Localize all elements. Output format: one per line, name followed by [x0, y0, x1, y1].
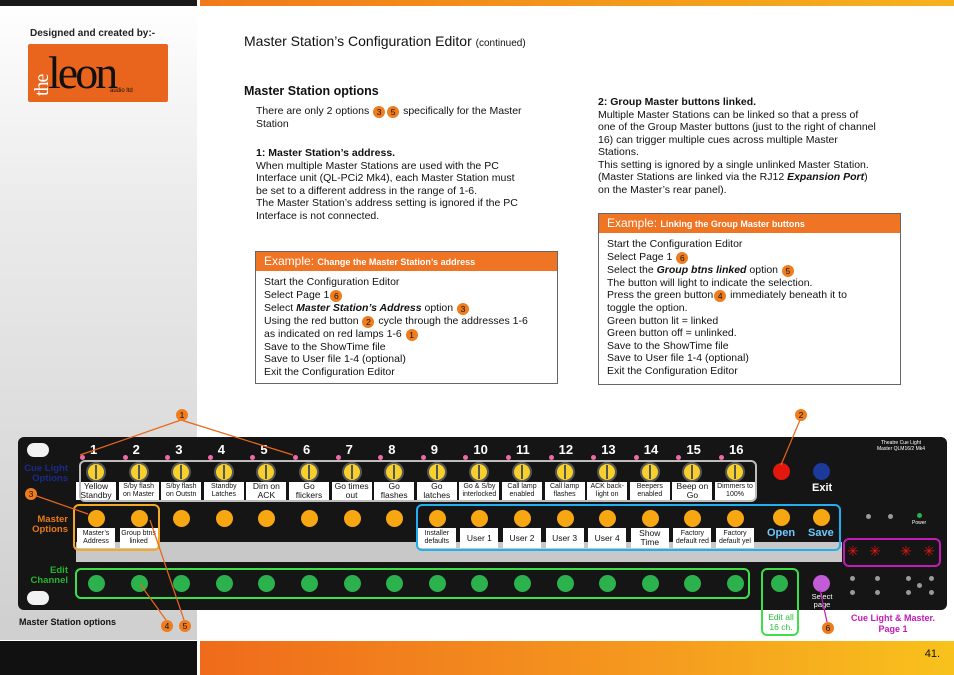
callout-1-badge: 1 — [176, 409, 188, 421]
section-title: Master Station options — [244, 84, 379, 98]
master-option-label: User 4 — [588, 528, 626, 548]
save-label: Save — [808, 527, 834, 539]
cue-option-label: Dimmers to 100% — [715, 482, 755, 500]
channel-number: 4 — [217, 442, 226, 457]
the-leon-logo: the leon audio ltd — [28, 44, 168, 102]
example-linking-box: Example: Linking the Group Master buttons Start the Configuration Editor Select Page 1 6 Select the Group btns linked option 5 The button will light to indicate the selection. Press the green button 4 immediately beneath it to toggle the option. Green button lit = linked Green button off = unlinked. Save to the ShowTime file Save to User file 1-4 (optional) Exit the Configuration Editor — [598, 213, 901, 385]
page-title: Master Station’s Configuration Editor (continued) — [244, 33, 526, 49]
callout-6-line — [820, 590, 827, 622]
channel-number: 10 — [473, 442, 488, 457]
select-page-label: Select page — [811, 592, 833, 609]
callout-2-icon: 2 — [362, 316, 374, 328]
cue-option-label: Call lamp flashes — [545, 482, 585, 500]
callout-5-icon: 5 — [387, 106, 399, 118]
edit-all-label: Edit all 16 ch. — [768, 612, 794, 632]
channel-number: 2 — [132, 442, 140, 457]
page-number: 41. — [924, 648, 940, 660]
callout-6-badge: 6 — [822, 622, 834, 634]
channel-number: 7 — [345, 442, 353, 457]
exit-label: Exit — [812, 482, 833, 494]
callout-4-badge: 4 — [161, 620, 173, 632]
cue-option-label: ACK back-light on — [587, 482, 627, 500]
channel-number: 5 — [260, 442, 268, 457]
master-option-label: Factory default red — [673, 528, 711, 548]
designed-by-text: Designed and created by:- — [30, 28, 156, 39]
callout-3-icon: 3 — [373, 106, 385, 118]
callout-3-line — [31, 494, 88, 514]
example-address-box: Example: Change the Master Station’s address Start the Configuration Editor Select Page 1 6 Select Master Station’s Address option 3 Using the red button 2 cycle through the addresses 1-6 as indicated on red lamps 1-6 1 Save to the ShowTime file Save to User file 1-4 (optional) Exit the Configuration Editor — [255, 251, 558, 384]
callout-3-icon: 3 — [457, 303, 469, 315]
callout-6-icon: 6 — [330, 290, 342, 302]
page-lamp-icon: ✳ — [869, 543, 881, 559]
master-option-label: Group btns linked — [120, 528, 158, 548]
channel-number: 8 — [388, 442, 396, 457]
cue-option-label: Go flashes — [374, 482, 414, 500]
cue-option-label: Beep on Go — [672, 482, 712, 500]
cue-option-label: S/by flash on Master — [119, 482, 159, 500]
cue-option-label: Standby Latches — [204, 482, 244, 500]
power-label: Power — [912, 520, 927, 526]
row-label-edit: Edit Channel — [30, 565, 68, 586]
example-linking-header: Example: Linking the Group Master buttons — [599, 214, 900, 233]
caption-left: Master Station options — [19, 617, 117, 627]
channel-number: 13 — [601, 442, 616, 457]
callout-2-badge: 2 — [795, 409, 807, 421]
cue-option-label: Go & S/by interlocked — [459, 482, 499, 500]
option-2-text: 2: Group Master buttons linked. Multiple Master Stations can be linked so that a press of one of the Group Master buttons (just to the right of channel 16) can trigger multiple cues across multiple Master Stations. This setting is ignored by a single unlinked Master Station. (Master Stations are linked via the RJ12 Expansion Port) on the Master’s rear panel). — [598, 96, 876, 196]
master-option-label: Show Time — [631, 528, 669, 548]
channel-number: 11 — [516, 442, 530, 457]
master-option-label: User 1 — [460, 528, 498, 548]
cue-option-label: Go latches — [417, 482, 457, 500]
page-lamp-icon: ✳ — [923, 543, 935, 559]
callout-2-line — [781, 420, 800, 465]
row-label-master: Master Options — [32, 514, 68, 535]
page-lamp-icon: ✳ — [847, 543, 859, 559]
page-lamp-icon: ✳ — [900, 543, 912, 559]
callout-4-line — [140, 584, 166, 620]
master-option-label: Installer defaults — [418, 528, 456, 548]
callout-4-icon: 4 — [714, 290, 726, 302]
callout-6-icon: 6 — [676, 252, 688, 264]
callout-5-badge: 5 — [179, 620, 191, 632]
channel-number: 1 — [90, 442, 98, 457]
master-option-label: Factory default yel — [716, 528, 754, 548]
example-address-header: Example: Change the Master Station’s address — [256, 252, 557, 271]
channel-number: 16 — [729, 442, 744, 457]
panel-info-plate: Theatre Cue Light Master QLM16/2 Mk4 — [876, 440, 926, 452]
cue-option-label: S/by flash on Outstn — [161, 482, 201, 500]
row-label-cue-light: Cue Light Options — [24, 463, 68, 484]
channel-number: 6 — [303, 442, 311, 457]
cue-option-label: Go flickers — [289, 482, 329, 500]
cue-option-label: Go times out — [332, 482, 372, 500]
callout-1-line-a — [80, 420, 181, 455]
cue-option-label: Beepers enabled — [630, 482, 670, 500]
callout-5-icon: 5 — [782, 265, 794, 277]
channel-number: 3 — [175, 442, 183, 457]
callout-1-icon: 1 — [406, 329, 418, 341]
cue-option-label: Yellow Standby — [76, 482, 116, 500]
option-1-text: 1: Master Station’s address. When multiple Master Stations are used with the PC Interface unit (QL-PCi2 Mk4), each Master Station must be set to a different address in the range of 1-6. The Master Station’s address setting is ignored if the PC Interface is not connected. — [256, 147, 518, 222]
channel-number: 9 — [430, 442, 439, 457]
open-label: Open — [767, 527, 796, 539]
callout-1-line-b — [181, 420, 293, 455]
cue-option-label: Call lamp enabled — [502, 482, 542, 500]
master-option-label: User 3 — [546, 528, 584, 548]
callout-3-badge: 3 — [25, 488, 37, 500]
master-option-label: User 2 — [503, 528, 541, 548]
master-option-label: Master’s Address — [77, 528, 115, 548]
channel-number: 12 — [558, 442, 574, 457]
channel-number: 15 — [686, 442, 701, 457]
cue-option-label: Dim on ACK — [246, 482, 286, 500]
channel-number: 14 — [643, 442, 659, 457]
caption-right: Cue Light & Master. Page 1 — [850, 613, 935, 634]
intro-text: There are only 2 options 3 5 specifically for the Master Station — [256, 105, 522, 130]
